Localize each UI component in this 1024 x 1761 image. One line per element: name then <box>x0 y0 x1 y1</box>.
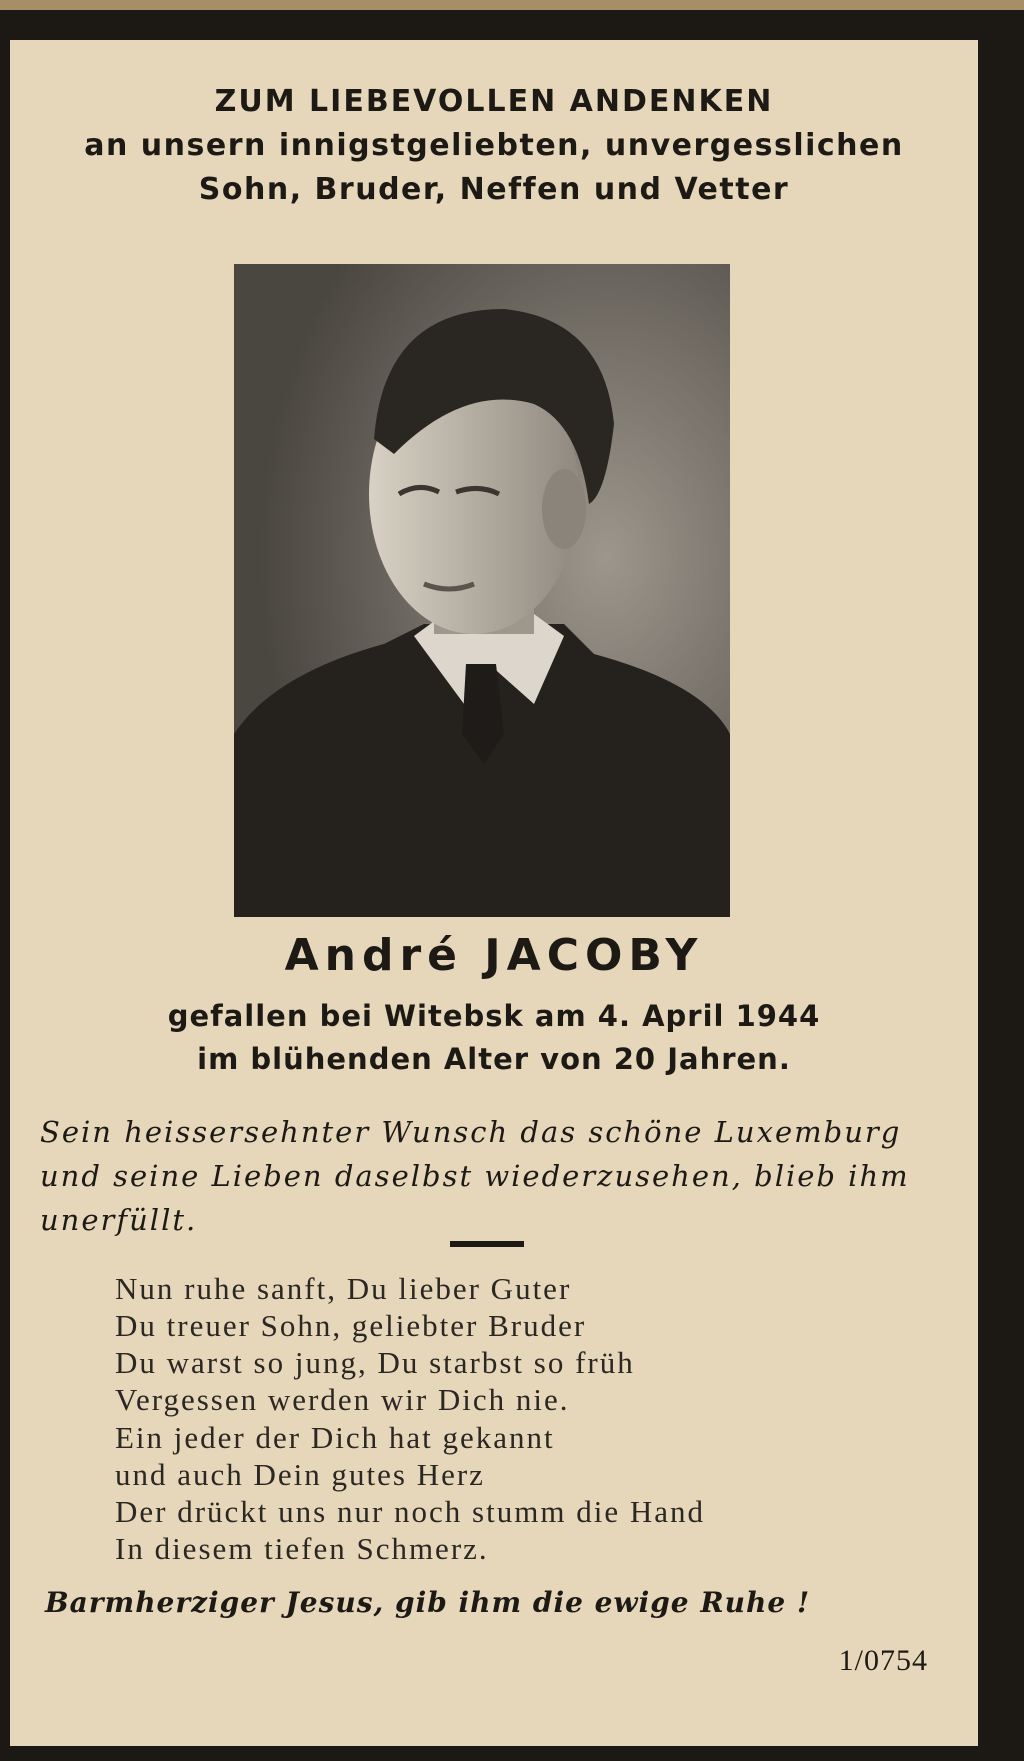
death-details <box>10 995 978 1081</box>
poem-line: und auch Dein gutes Herz <box>115 1457 485 1492</box>
header-line-2: an unsern innigstgeliebten, unvergesslichen <box>84 128 904 163</box>
poem-line: Ein jeder der Dich hat gekannt <box>115 1420 555 1455</box>
header-line-3: Sohn, Bruder, Neffen und Vetter <box>198 172 790 207</box>
memorial-card <box>10 40 978 1746</box>
poem-line: Du warst so jung, Du starbst so früh <box>115 1345 635 1380</box>
wish-line-3: unerfüllt. <box>40 1203 198 1237</box>
prayer-text: Barmherziger Jesus, gib ihm die ewige Ruhe ! <box>45 1586 811 1619</box>
divider <box>450 1241 524 1247</box>
poem-line: Der drückt uns nur noch stumm die Hand <box>115 1494 705 1529</box>
wish-line-2: und seine Lieben daselbst wiederzusehen, blieb ihm <box>40 1159 910 1193</box>
poem-stanza-1 <box>115 1270 915 1418</box>
poem-stanza-2 <box>115 1419 915 1567</box>
card-header <box>10 80 978 212</box>
poem-line: Nun ruhe sanft, Du lieber Guter <box>115 1271 572 1306</box>
wish-text <box>40 1110 960 1242</box>
death-details-line-2: im blühenden Alter von 20 Jahren. <box>197 1042 791 1076</box>
card-code: 1/0754 <box>838 1644 928 1677</box>
poem-line: Vergessen werden wir Dich nie. <box>115 1382 570 1417</box>
wish-line-1: Sein heissersehnter Wunsch das schöne Luxemburg <box>40 1115 902 1149</box>
death-details-line-1: gefallen bei Witebsk am 4. April 1944 <box>167 999 821 1033</box>
portrait-photo <box>234 264 730 917</box>
portrait-image <box>234 264 730 917</box>
poem-line: In diesem tiefen Schmerz. <box>115 1531 489 1566</box>
deceased-name: André JACOBY <box>284 930 704 981</box>
header-title: ZUM LIEBEVOLLEN ANDENKEN <box>214 84 774 119</box>
poem-line: Du treuer Sohn, geliebter Bruder <box>115 1308 587 1343</box>
